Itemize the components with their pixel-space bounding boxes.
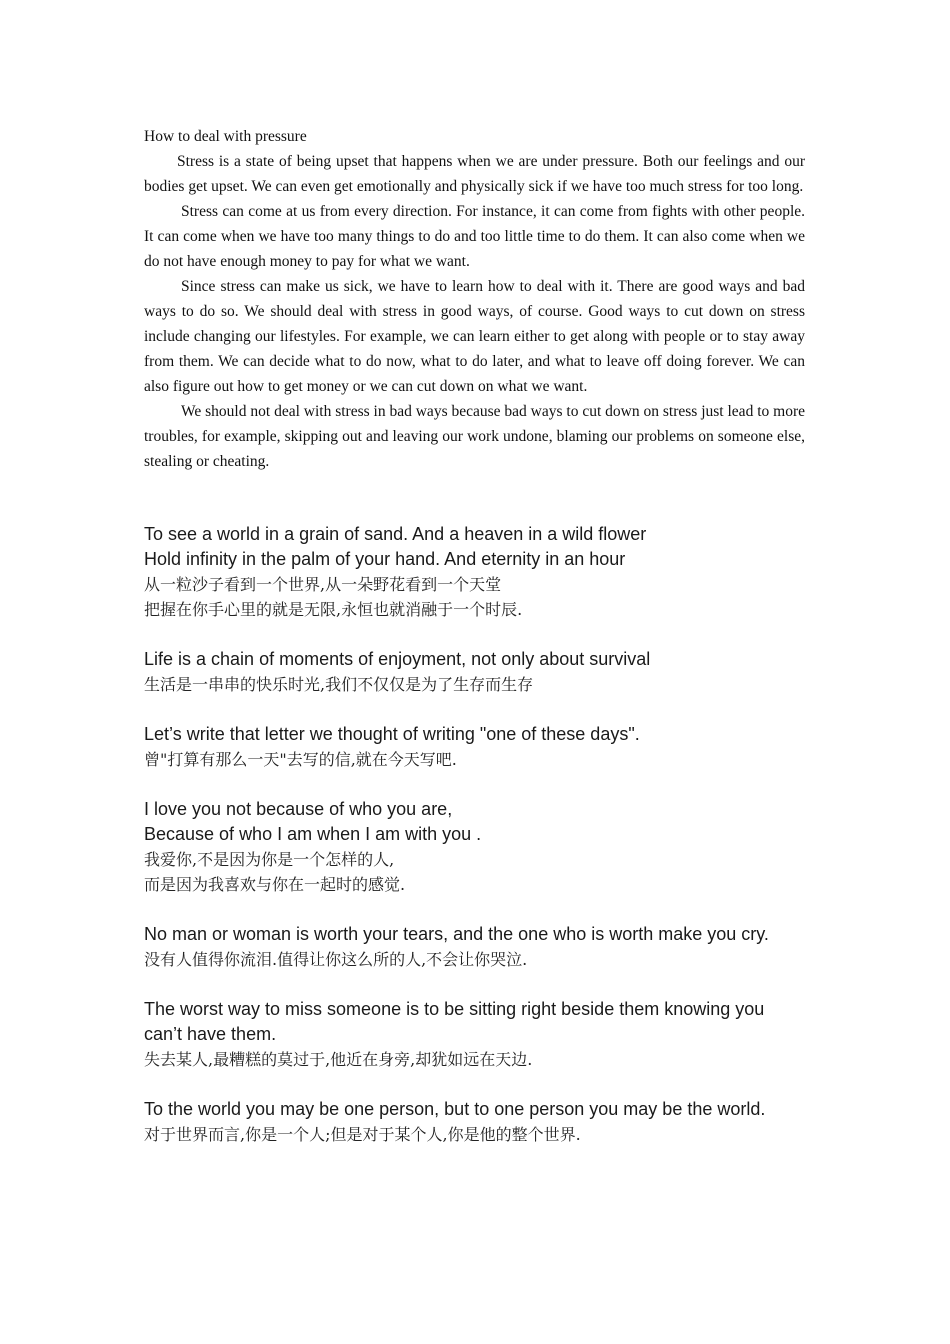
quote-chinese-line: 曾"打算有那么一天"去写的信,就在今天写吧. xyxy=(144,750,457,769)
quote-chinese-line: 对于世界而言,你是一个人;但是对于某个人,你是他的整个世界. xyxy=(144,1125,581,1144)
quote-english-line: Life is a chain of moments of enjoyment, not only about survival xyxy=(144,649,651,669)
quote-item xyxy=(144,797,805,897)
quotes-list xyxy=(144,522,805,1147)
quote-english-line: The worst way to miss someone is to be sitting right beside them knowing you can’t have them. xyxy=(144,999,765,1044)
quote-item xyxy=(144,722,805,772)
quote-chinese-line: 失去某人,最糟糕的莫过于,他近在身旁,却犹如远在天边. xyxy=(144,1050,533,1069)
essay-paragraph: We should not deal with stress in bad ways because bad ways to cut down on stress just lead to more troubles, for example, skipping out and leaving our work undone, blaming our problems on someone else, stealing or cheating. xyxy=(144,403,805,470)
quote-item xyxy=(144,647,805,697)
quote-item xyxy=(144,997,805,1072)
quote-chinese-line: 生活是一串串的快乐时光,我们不仅仅是为了生存而生存 xyxy=(144,675,534,694)
quote-english-line: I love you not because of who you are, xyxy=(144,799,453,819)
quote-item xyxy=(144,922,805,972)
quote-english-line: No man or woman is worth your tears, and the one who is worth make you cry. xyxy=(144,924,769,944)
quote-english-line: To the world you may be one person, but to one person you may be the world. xyxy=(144,1099,766,1119)
quote-english-line: Hold infinity in the palm of your hand. And eternity in an hour xyxy=(144,549,626,569)
essay-title: How to deal with pressure xyxy=(144,128,307,145)
quote-chinese-line: 我爱你,不是因为你是一个怎样的人, xyxy=(144,850,395,869)
quote-chinese-line: 没有人值得你流泪.值得让你这么所的人,不会让你哭泣. xyxy=(144,950,528,969)
essay-paragraph: Since stress can make us sick, we have to learn how to deal with it. There are good ways and bad ways to do so. We should deal with stress in good ways, of course. Good ways to cut down on stress include changing our lifestyles. For example, we can learn either to get along with people or to stay away from them. We can decide what to do now, what to do later, and what to leave off doing forever. We can also figure out how to get money or we can cut down on what we want. xyxy=(144,278,805,395)
essay-paragraph: Stress is a state of being upset that happens when we are under pressure. Both our feelings and our bodies get upset. We can even get emotionally and physically sick if we have too much stress for too long. xyxy=(144,153,805,195)
quote-english-line: To see a world in a grain of sand. And a heaven in a wild flower xyxy=(144,524,647,544)
essay-paragraph: Stress can come at us from every direction. For instance, it can come from fights with other people. It can come when we have too many things to do and too little time to do them. It can also come when we do not have enough money to pay for what we want. xyxy=(144,203,805,270)
quote-item xyxy=(144,522,805,622)
quote-english-line: Because of who I am when I am with you . xyxy=(144,824,482,844)
document-page xyxy=(144,124,805,1172)
quote-chinese-line: 而是因为我喜欢与你在一起时的感觉. xyxy=(144,875,406,894)
quote-item xyxy=(144,1097,805,1147)
quote-chinese-line: 从一粒沙子看到一个世界,从一朵野花看到一个天堂 xyxy=(144,575,502,594)
quote-english-line: Let’s write that letter we thought of writing "one of these days". xyxy=(144,724,640,744)
quote-chinese-line: 把握在你手心里的就是无限,永恒也就消融于一个时辰. xyxy=(144,600,523,619)
